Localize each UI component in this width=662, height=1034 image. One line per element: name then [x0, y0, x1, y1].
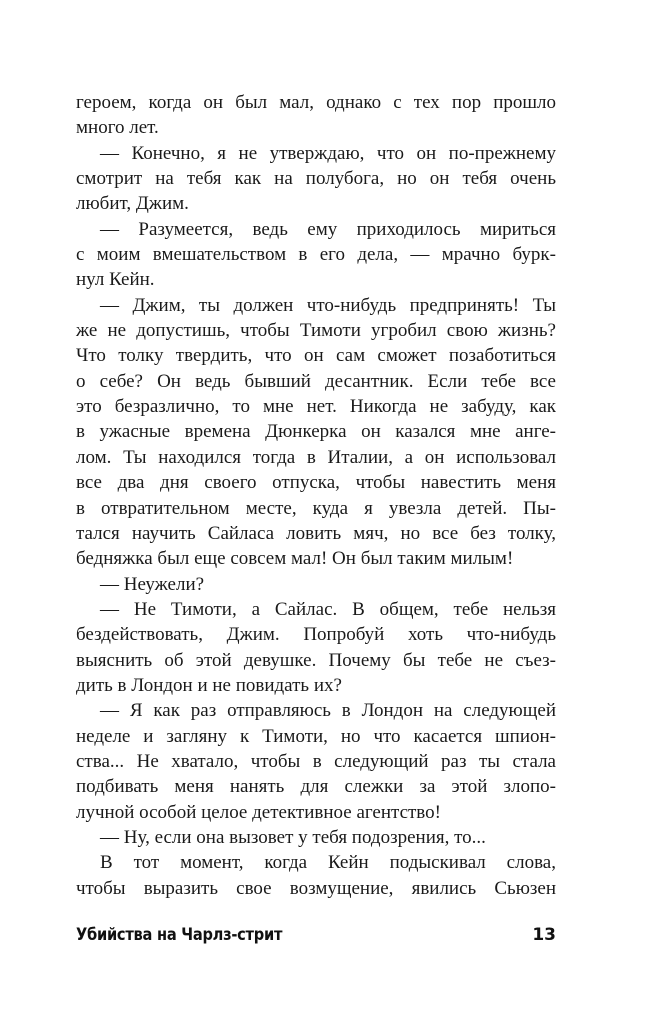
text-line: — Конечно, я не утверждаю, что он по-прежнему	[100, 142, 556, 164]
text-line: лом. Ты находился тогда в Италии, а он использовал	[76, 446, 556, 468]
text-line: о себе? Он ведь бывший десантник. Если тебе все	[76, 370, 556, 392]
text-line: в ужасные времена Дюнкерка он казался мне анге-	[76, 421, 556, 443]
text-line: ства... Не хватало, чтобы в следующий раз ты стала	[76, 750, 556, 772]
text-line: — Ну, если она вызовет у тебя подозрения, то...	[100, 826, 486, 848]
text-line: много лет.	[76, 117, 159, 139]
text-line: тался научить Сайласа ловить мяч, но все без толку,	[76, 522, 556, 544]
body-text	[76, 90, 556, 901]
page-number: 13	[532, 925, 556, 945]
text-line: смотрит на тебя как на полубога, но он тебя очень	[76, 168, 556, 190]
book-title: Убийства на Чарлз-стрит	[76, 925, 283, 945]
text-line: — Я как раз отправляюсь в Лондон на следующей	[100, 700, 556, 722]
text-line: дить в Лондон и не повидать их?	[76, 674, 342, 696]
running-footer	[76, 925, 556, 951]
text-line: выяснить об этой девушке. Почему бы тебе не съез-	[76, 649, 556, 671]
text-line: героем, когда он был мал, однако с тех пор прошло	[76, 92, 556, 113]
text-line: — Разумеется, ведь ему приходилось мириться	[100, 218, 556, 240]
text-line: неделе и загляну к Тимоти, но что касается шпион-	[76, 725, 556, 747]
text-line: подбивать меня нанять для слежки за этой злопо-	[76, 776, 556, 798]
text-line: бездействовать, Джим. Попробуй хоть что-нибудь	[76, 624, 556, 646]
text-line: — Джим, ты должен что-нибудь предпринять! Ты	[100, 294, 556, 316]
text-line: — Не Тимоти, а Сайлас. В общем, тебе нельзя	[100, 598, 556, 620]
text-line: любит, Джим.	[76, 193, 189, 215]
text-line: чтобы выразить свое возмущение, явились Сьюзен	[76, 877, 556, 899]
text-line: все два дня своего отпуска, чтобы навестить меня	[76, 472, 556, 494]
text-line: Что толку твердить, что он сам сможет позаботиться	[76, 345, 556, 367]
text-line: же не допустишь, чтобы Тимоти угробил свою жизнь?	[76, 320, 556, 342]
text-line: это безразлично, то мне нет. Никогда не забуду, как	[76, 396, 556, 418]
text-line: бедняжка был еще совсем мал! Он был таким милым!	[76, 548, 514, 570]
text-line: В тот момент, когда Кейн подыскивал слова,	[100, 852, 556, 874]
text-line: нул Кейн.	[76, 269, 155, 291]
text-line: с моим вмешательством в его дела, — мрачно бурк-	[76, 244, 556, 266]
text-line: в отвратительном месте, куда я увезла детей. Пы-	[76, 497, 556, 519]
text-line: лучной особой целое детективное агентство!	[76, 801, 441, 823]
text-line: — Неужели?	[100, 573, 205, 595]
